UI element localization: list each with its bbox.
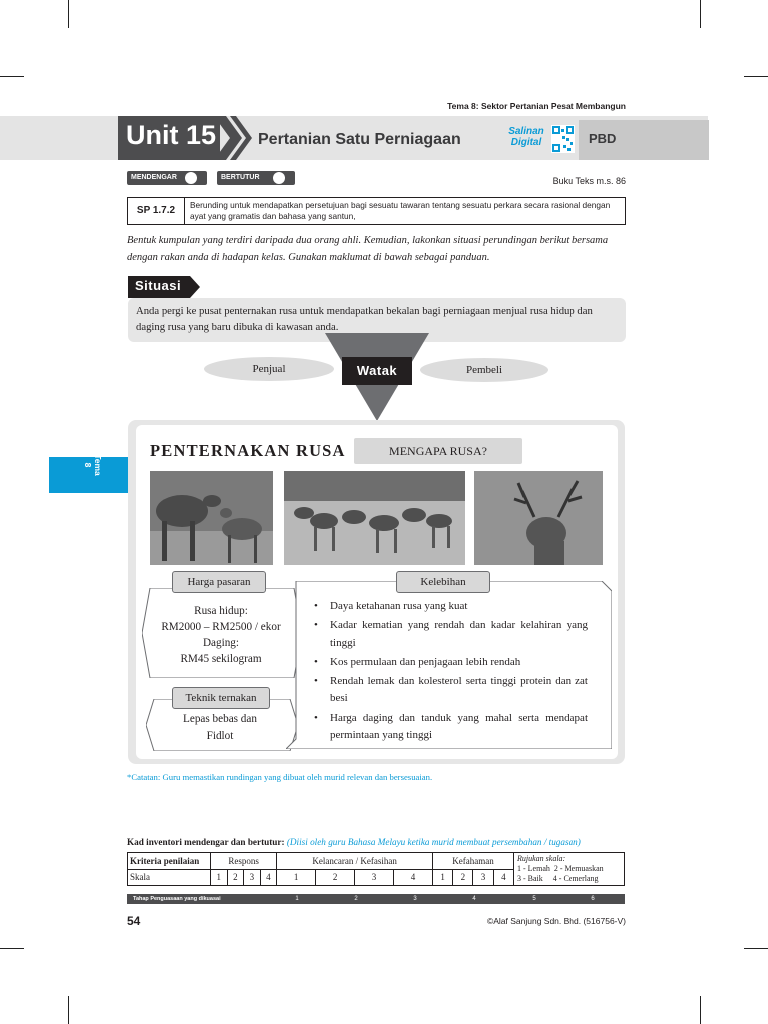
assessment-table xyxy=(127,852,625,886)
panel-title: PENTERNAKAN RUSA xyxy=(150,441,346,460)
harga-line: Daging: xyxy=(202,637,240,649)
crop-mark xyxy=(68,996,69,1024)
pbd-badge xyxy=(579,120,709,160)
tahap-level[interactable]: 5 xyxy=(532,896,536,902)
kelebihan-list xyxy=(310,598,588,746)
page-number: 54 xyxy=(127,914,141,928)
crop-mark xyxy=(700,0,701,28)
tahap-label: Tahap Penguasaan yang dikuasai xyxy=(133,896,221,902)
teacher-note: *Catatan: Guru memastikan rundingan yang dibuat oleh murid relevan dan bersesuaian. xyxy=(127,772,433,782)
tahap-level[interactable]: 2 xyxy=(354,896,358,902)
rujukan-item: 1 - Lemah xyxy=(517,864,550,873)
scale-cell[interactable]: 2 xyxy=(227,869,244,886)
tema-side-label: Tema 8 xyxy=(83,454,103,476)
tahap-level[interactable]: 3 xyxy=(413,896,417,902)
role-pembeli: Pembeli xyxy=(420,358,548,382)
stag-photo xyxy=(474,471,603,565)
instruction: Bentuk kumpulan yang terdiri daripada dua orang ahli. Kemudian, lakonkan situasi perundingan berikut bersama dengan rakan anda di hadapan kelas. Gunakan maklumat di bawah sebagai panduan. xyxy=(127,235,609,263)
bertutur-label: BERTUTUR xyxy=(221,174,260,181)
scale-cell[interactable]: 4 xyxy=(493,869,513,886)
tahap-level[interactable]: 1 xyxy=(295,896,299,902)
standard-box xyxy=(127,197,626,225)
deer-herd-photo xyxy=(284,471,465,565)
kelebihan-label: Kelebihan xyxy=(396,571,490,593)
rujukan-item: 3 - Baik xyxy=(517,874,543,883)
qr-code-icon[interactable] xyxy=(551,125,575,153)
ear-icon xyxy=(185,172,197,184)
situasi-text: Anda pergi ke pusat penternakan rusa untuk mendapatkan bekalan bagi perniagaan menjual rusa hidup dan daging rusa yang baru dibuka di kawasan anda. xyxy=(136,305,593,333)
scale-cell[interactable]: 4 xyxy=(394,869,433,886)
list-item: • Kos permulaan dan penjagaan lebih rendah xyxy=(310,654,588,671)
rujukan-item: 4 - Cemerlang xyxy=(552,874,599,883)
scale-cell[interactable]: 2 xyxy=(316,869,355,886)
list-item: • Daya ketahanan rusa yang kuat xyxy=(310,598,588,615)
standard-text: Berunding untuk mendapatkan persetujuan bagi sesuatu tawaran tentang sesuatu perkara secara rasional dengan ayat yang gramatis dan bahasa yang santun, xyxy=(190,200,611,221)
group-kefahaman: Kefahaman xyxy=(433,853,514,870)
criteria-header: Kriteria penilaian xyxy=(128,853,211,870)
scale-cell[interactable]: 1 xyxy=(211,869,228,886)
crop-mark xyxy=(0,76,24,77)
unit-number: Unit 15 xyxy=(126,120,217,150)
deer-photo-fawn xyxy=(150,471,273,565)
standard-code: SP 1.7.2 xyxy=(128,198,185,224)
mendengar-label: MENDENGAR xyxy=(131,174,177,181)
list-item: • Rendah lemak dan kolesterol serta tinggi protein dan zat besi xyxy=(310,673,588,708)
textbook-reference: Buku Teks m.s. 86 xyxy=(552,176,626,186)
situasi-label: Situasi xyxy=(135,278,182,293)
rujukan-skala xyxy=(514,853,625,886)
mendengar-tag xyxy=(127,171,207,185)
salinan-digital-label[interactable]: Salinan Digital xyxy=(508,126,544,148)
group-respons: Respons xyxy=(211,853,277,870)
bertutur-tag xyxy=(217,171,295,185)
scale-cell[interactable]: 2 xyxy=(453,869,473,886)
kad-title-note: (Diisi oleh guru Bahasa Melayu ketika murid membuat persembahan / tugasan) xyxy=(286,837,581,847)
crop-mark xyxy=(0,948,24,949)
harga-values xyxy=(146,603,296,667)
rujukan-item: 2 - Memuaskan xyxy=(553,864,604,873)
role-penjual: Penjual xyxy=(204,357,334,381)
speaking-head-icon xyxy=(273,172,285,184)
chevron-icon xyxy=(214,116,254,160)
skala-label: Skala xyxy=(128,869,211,886)
tahap-bar xyxy=(127,894,625,904)
scale-cell[interactable]: 1 xyxy=(277,869,316,886)
teknik-line: Fidlot xyxy=(206,730,234,742)
scale-cell[interactable]: 3 xyxy=(355,869,394,886)
crop-mark xyxy=(68,0,69,28)
watak-label: Watak xyxy=(342,357,412,385)
list-item: • Harga daging dan tanduk yang mahal serta mendapat permintaan yang tinggi xyxy=(310,710,588,745)
scale-cell[interactable]: 1 xyxy=(433,869,453,886)
kad-title xyxy=(127,837,581,847)
scale-cell[interactable]: 3 xyxy=(244,869,261,886)
harga-label: Harga pasaran xyxy=(172,571,266,593)
mengapa-badge: MENGAPA RUSA? xyxy=(354,438,522,464)
list-item: • Kadar kematian yang rendah dan kadar kelahiran yang tinggi xyxy=(310,617,588,652)
teknik-values xyxy=(160,711,280,745)
scale-cell[interactable]: 3 xyxy=(473,869,493,886)
tahap-level[interactable]: 6 xyxy=(591,896,595,902)
kad-title-text: Kad inventori mendengar dan bertutur: xyxy=(127,837,285,847)
harga-line: RM2000 – RM2500 / ekor xyxy=(161,621,281,633)
crop-mark xyxy=(744,948,768,949)
teknik-label: Teknik ternakan xyxy=(172,687,270,709)
theme-heading: Tema 8: Sektor Pertanian Pesat Membangun xyxy=(447,101,626,111)
crop-mark xyxy=(744,76,768,77)
scale-cell[interactable]: 4 xyxy=(260,869,277,886)
unit-title: Pertanian Satu Perniagaan xyxy=(258,131,461,148)
group-kelancaran: Kelancaran / Kefasihan xyxy=(277,853,433,870)
tema-side-tab xyxy=(49,454,128,493)
crop-mark xyxy=(700,996,701,1024)
rujukan-title: Rujukan skala: xyxy=(517,854,566,863)
harga-line: RM45 sekilogram xyxy=(180,653,262,665)
copyright: ©Alaf Sanjung Sdn. Bhd. (516756-V) xyxy=(486,916,626,926)
teknik-line: Lepas bebas dan xyxy=(183,713,257,725)
pbd-label: PBD xyxy=(589,131,617,146)
harga-line: Rusa hidup: xyxy=(194,605,248,617)
tahap-level[interactable]: 4 xyxy=(472,896,476,902)
